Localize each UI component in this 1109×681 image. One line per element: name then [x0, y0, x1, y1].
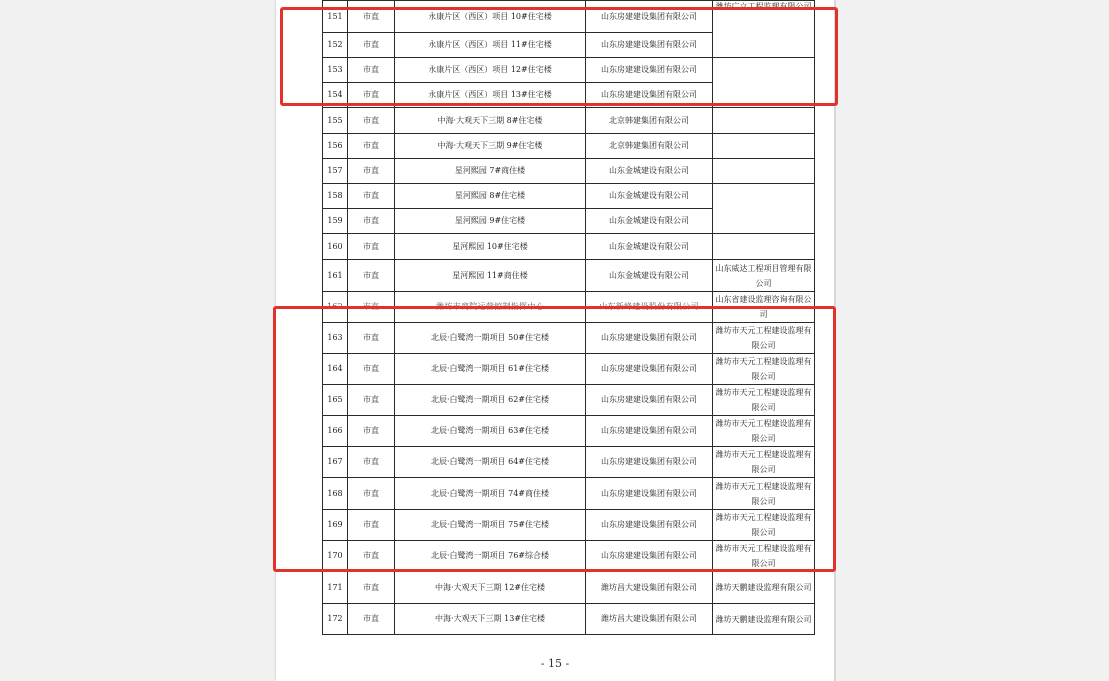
builder-cell: 山东金城建设有限公司	[586, 234, 713, 260]
builder-cell: 山东金城建设有限公司	[586, 209, 713, 234]
district-cell: 市直	[348, 209, 395, 234]
project-cell: 北辰·白鹭湾一期项目 64#住宅楼	[395, 447, 586, 478]
supervisor-cell: 山东省建设监理咨询有限公司	[713, 292, 815, 323]
table-row	[323, 234, 815, 260]
district-cell: 市直	[348, 416, 395, 447]
supervisor-cell	[713, 209, 815, 234]
supervisor-cell: 潍坊市天元工程建设监理有限公司	[713, 354, 815, 385]
table-row	[323, 1, 815, 33]
builder-cell: 潍坊昌大建设集团有限公司	[586, 572, 713, 604]
row-number: 169	[323, 510, 348, 541]
row-number: 164	[323, 354, 348, 385]
builder-cell: 山东金城建设有限公司	[586, 159, 713, 184]
page-edge	[834, 0, 836, 681]
row-number: 166	[323, 416, 348, 447]
district-cell: 市直	[348, 134, 395, 159]
table-row	[323, 83, 815, 108]
project-cell: 永康片区（西区）项目 10#住宅楼	[395, 1, 586, 33]
district-cell: 市直	[348, 604, 395, 635]
builder-cell: 山东房建建设集团有限公司	[586, 354, 713, 385]
district-cell: 市直	[348, 323, 395, 354]
builder-cell: 山东房建建设集团有限公司	[586, 541, 713, 572]
supervisor-cell	[713, 108, 815, 134]
page-number: - 15 -	[540, 657, 570, 670]
row-number: 159	[323, 209, 348, 234]
builder-cell: 山东房建建设集团有限公司	[586, 510, 713, 541]
table-row	[323, 323, 815, 354]
supervisor-cell: 潍坊市天元工程建设监理有限公司	[713, 510, 815, 541]
builder-cell: 山东新峰建设股份有限公司	[586, 292, 713, 323]
row-number: 153	[323, 58, 348, 83]
table-row	[323, 572, 815, 604]
builder-cell: 潍坊昌大建设集团有限公司	[586, 604, 713, 635]
project-cell: 北辰·白鹭湾一期项目 74#商住楼	[395, 478, 586, 510]
row-number: 171	[323, 572, 348, 604]
project-cell: 中海·大观天下三期 9#住宅楼	[395, 134, 586, 159]
builder-cell: 山东房建建设集团有限公司	[586, 323, 713, 354]
district-cell: 市直	[348, 83, 395, 108]
table-row	[323, 604, 815, 635]
district-cell: 市直	[348, 572, 395, 604]
project-cell: 北辰·白鹭湾一期项目 61#住宅楼	[395, 354, 586, 385]
builder-cell: 山东金城建设有限公司	[586, 184, 713, 209]
project-cell: 星河熙园 7#商住楼	[395, 159, 586, 184]
project-cell: 永康片区（西区）项目 11#住宅楼	[395, 33, 586, 58]
project-cell: 北辰·白鹭湾一期项目 50#住宅楼	[395, 323, 586, 354]
builder-cell: 山东房建建设集团有限公司	[586, 447, 713, 478]
row-number: 154	[323, 83, 348, 108]
supervisor-cell	[713, 33, 815, 58]
row-number: 156	[323, 134, 348, 159]
project-table	[322, 0, 815, 635]
project-cell: 北辰·白鹭湾一期项目 75#住宅楼	[395, 510, 586, 541]
district-cell: 市直	[348, 541, 395, 572]
row-number: 163	[323, 323, 348, 354]
row-number: 158	[323, 184, 348, 209]
table-row	[323, 184, 815, 209]
table-row	[323, 58, 815, 83]
district-cell: 市直	[348, 385, 395, 416]
project-cell: 永康片区（西区）项目 13#住宅楼	[395, 83, 586, 108]
supervisor-cell: 山东威达工程项目管理有限公司	[713, 260, 815, 292]
project-cell: 中海·大观天下三期 12#住宅楼	[395, 572, 586, 604]
table-row	[323, 209, 815, 234]
project-cell: 中海·大观天下三期 8#住宅楼	[395, 108, 586, 134]
builder-cell: 山东房建建设集团有限公司	[586, 33, 713, 58]
builder-cell: 山东房建建设集团有限公司	[586, 416, 713, 447]
builder-cell: 北京韩建集团有限公司	[586, 108, 713, 134]
table-row	[323, 292, 815, 323]
district-cell: 市直	[348, 510, 395, 541]
table-row	[323, 416, 815, 447]
supervisor-cell: 潍坊天鹏建设监理有限公司	[713, 604, 815, 635]
builder-cell: 山东房建建设集团有限公司	[586, 1, 713, 33]
supervisor-cell	[713, 184, 815, 209]
row-number: 151	[323, 1, 348, 33]
project-cell: 潍坊市商院运营控制指挥中心	[395, 292, 586, 323]
project-cell: 北辰·白鹭湾一期项目 62#住宅楼	[395, 385, 586, 416]
supervisor-cell: 潍坊市天元工程建设监理有限公司	[713, 385, 815, 416]
builder-cell: 山东房建建设集团有限公司	[586, 478, 713, 510]
table-row	[323, 108, 815, 134]
supervisor-cell: 潍坊天鹏建设监理有限公司	[713, 572, 815, 604]
district-cell: 市直	[348, 33, 395, 58]
project-cell: 星河熙园 9#住宅楼	[395, 209, 586, 234]
supervisor-cell: 潍坊市天元工程建设监理有限公司	[713, 323, 815, 354]
supervisor-cell	[713, 58, 815, 83]
supervisor-cell: 潍坊广立工程监理有限公司	[713, 1, 815, 33]
district-cell: 市直	[348, 58, 395, 83]
builder-cell: 山东金城建设有限公司	[586, 260, 713, 292]
district-cell: 市直	[348, 354, 395, 385]
district-cell: 市直	[348, 1, 395, 33]
supervisor-cell: 潍坊市天元工程建设监理有限公司	[713, 447, 815, 478]
supervisor-cell	[713, 83, 815, 108]
row-number: 160	[323, 234, 348, 260]
project-cell: 北辰·白鹭湾一期项目 76#综合楼	[395, 541, 586, 572]
district-cell: 市直	[348, 447, 395, 478]
project-cell: 星河熙园 8#住宅楼	[395, 184, 586, 209]
table-row	[323, 447, 815, 478]
district-cell: 市直	[348, 234, 395, 260]
district-cell: 市直	[348, 108, 395, 134]
builder-cell: 山东房建建设集团有限公司	[586, 83, 713, 108]
supervisor-cell: 潍坊市天元工程建设监理有限公司	[713, 541, 815, 572]
supervisor-cell	[713, 159, 815, 184]
district-cell: 市直	[348, 184, 395, 209]
table-row	[323, 159, 815, 184]
district-cell: 市直	[348, 292, 395, 323]
row-number: 161	[323, 260, 348, 292]
supervisor-cell: 潍坊市天元工程建设监理有限公司	[713, 416, 815, 447]
district-cell: 市直	[348, 159, 395, 184]
row-number: 165	[323, 385, 348, 416]
row-number: 167	[323, 447, 348, 478]
row-number: 170	[323, 541, 348, 572]
project-cell: 中海·大观天下三期 13#住宅楼	[395, 604, 586, 635]
supervisor-cell: 潍坊市天元工程建设监理有限公司	[713, 478, 815, 510]
project-cell: 永康片区（西区）项目 12#住宅楼	[395, 58, 586, 83]
table-row	[323, 33, 815, 58]
table-row	[323, 510, 815, 541]
table-row	[323, 260, 815, 292]
district-cell: 市直	[348, 478, 395, 510]
project-cell: 星河熙园 11#商住楼	[395, 260, 586, 292]
builder-cell: 山东房建建设集团有限公司	[586, 58, 713, 83]
builder-cell: 北京韩建集团有限公司	[586, 134, 713, 159]
project-cell: 星河熙园 10#住宅楼	[395, 234, 586, 260]
project-cell: 北辰·白鹭湾一期项目 63#住宅楼	[395, 416, 586, 447]
supervisor-cell	[713, 234, 815, 260]
row-number: 157	[323, 159, 348, 184]
row-number: 168	[323, 478, 348, 510]
district-cell: 市直	[348, 260, 395, 292]
builder-cell: 山东房建建设集团有限公司	[586, 385, 713, 416]
row-number: 172	[323, 604, 348, 635]
row-number: 155	[323, 108, 348, 134]
row-number: 162	[323, 292, 348, 323]
table-row	[323, 541, 815, 572]
row-number: 152	[323, 33, 348, 58]
supervisor-cell	[713, 134, 815, 159]
table-row	[323, 385, 815, 416]
table-row	[323, 478, 815, 510]
table-row	[323, 354, 815, 385]
table-row	[323, 134, 815, 159]
